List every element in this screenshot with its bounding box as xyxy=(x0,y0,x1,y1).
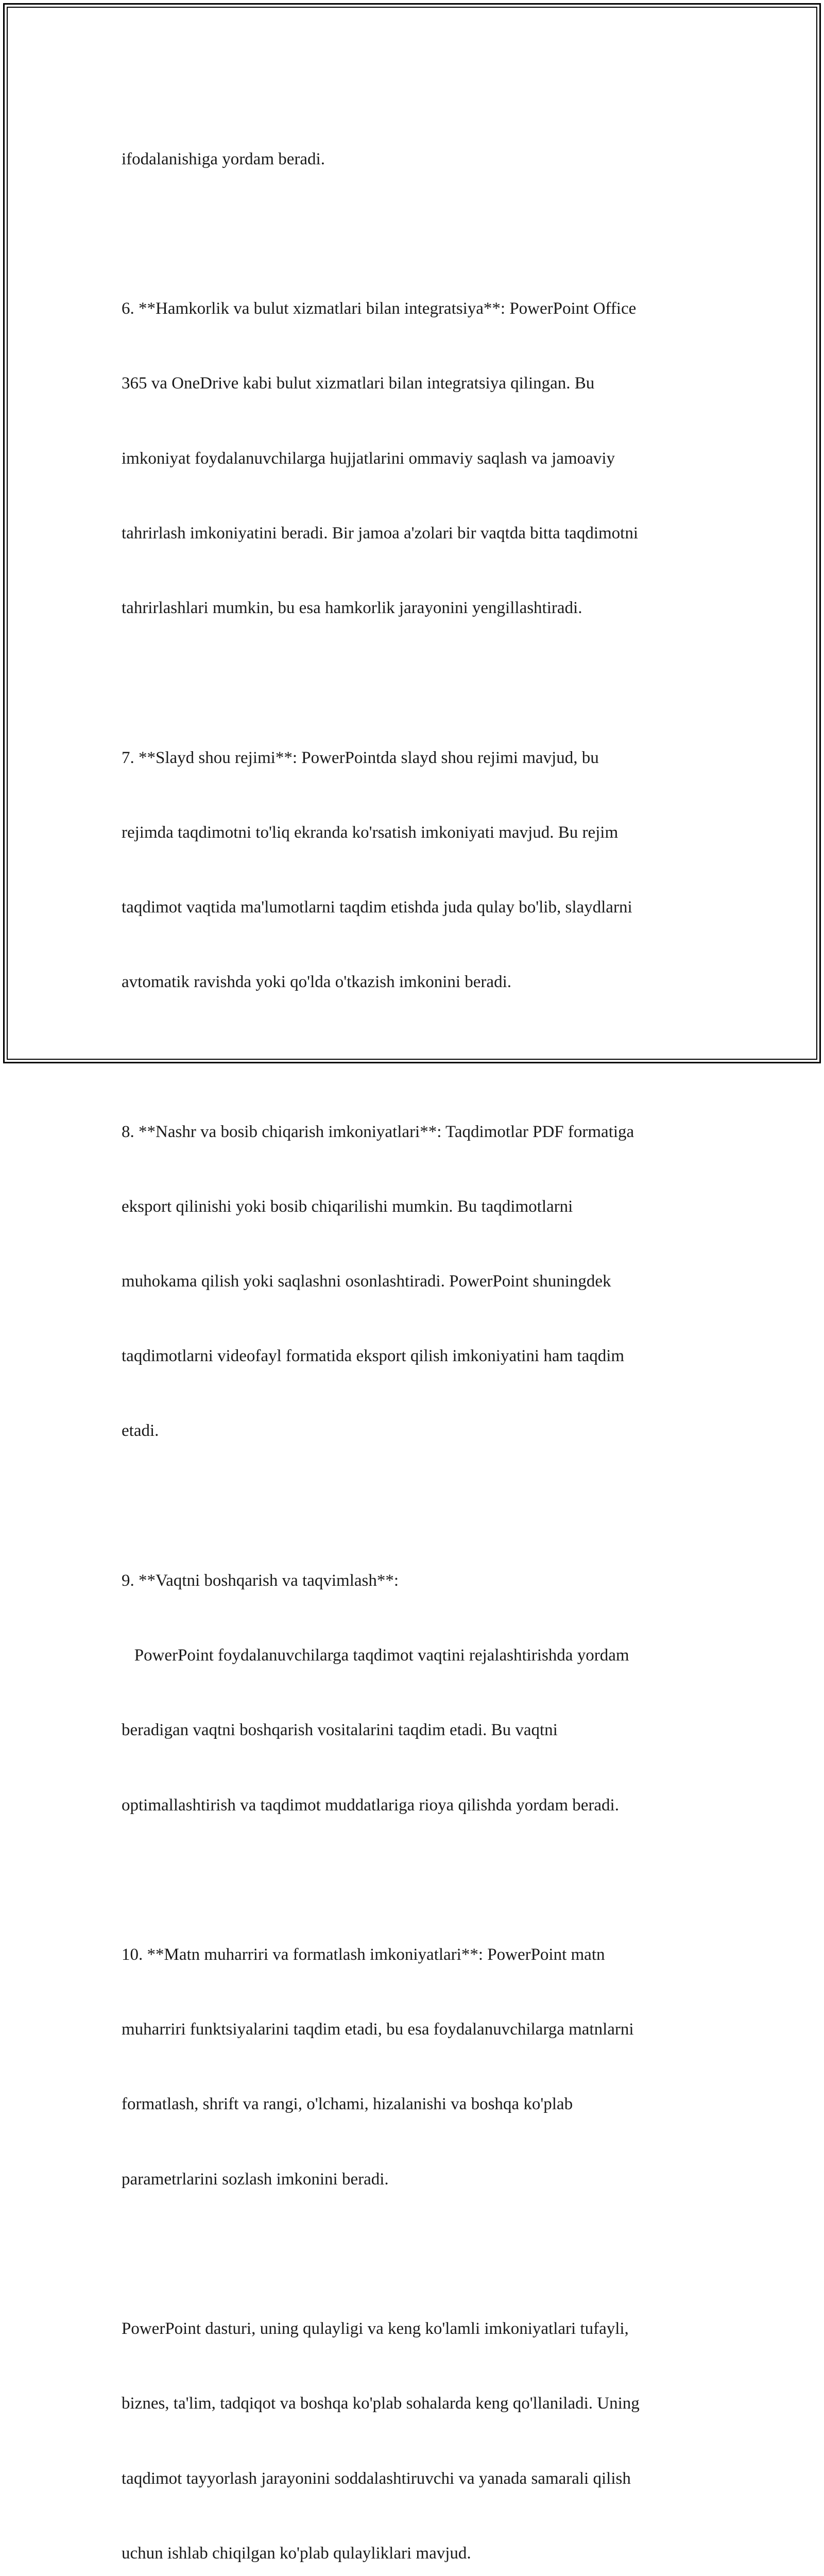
text-line: uchun ishlab chiqilgan ko'plab qulayliklari mavjud. xyxy=(122,2544,471,2563)
text-line: taqdimot vaqtida ma'lumotlarni taqdim etishda juda qulay bo'lib, slaydlarni xyxy=(122,897,632,917)
text-line: PowerPoint foydalanuvchilarga taqdimot vaqtini rejalashtirishda yordam xyxy=(122,1646,629,1665)
text-line: parametrlarini sozlash imkonini beradi. xyxy=(122,2170,389,2189)
paragraph-intro-fragment xyxy=(122,97,709,222)
text-line: taqdimotlarni videofayl formatida eksport qilish imkoniyatini ham taqdim xyxy=(122,1347,625,1366)
paragraph-item-7 xyxy=(122,696,709,1045)
text-line: eksport qilinishi yoki bosib chiqarilishi mumkin. Bu taqdimotlarni xyxy=(122,1197,573,1216)
paragraph-item-8 xyxy=(122,1070,709,1494)
text-line: 8. **Nashr va bosib chiqarish imkoniyatlari**: Taqdimotlar PDF formatiga xyxy=(122,1122,634,1141)
text-line: avtomatik ravishda yoki qo'lda o'tkazish imkonini beradi. xyxy=(122,973,511,992)
text-line: 9. **Vaqtni boshqarish va taqvimlash**: xyxy=(122,1571,399,1590)
text-line: taqdimot tayyorlash jarayonini soddalashtiruvchi va yanada samarali qilish xyxy=(122,2469,631,2488)
text-line: muhokama qilish yoki saqlashni osonlashtiradi. PowerPoint shuningdek xyxy=(122,1272,611,1291)
text-line: etadi. xyxy=(122,1421,159,1440)
text-line: muharriri funktsiyalarini taqdim etadi, bu esa foydalanuvchilarga matnlarni xyxy=(122,2020,634,2039)
text-line: biznes, ta'lim, tadqiqot va boshqa ko'plab sohalarda keng qo'llaniladi. Uning xyxy=(122,2394,640,2413)
text-line: beradigan vaqtni boshqarish vositalarini taqdim etadi. Bu vaqtni xyxy=(122,1721,558,1740)
text-line: 10. **Matn muharriri va formatlash imkoniyatlari**: PowerPoint matn xyxy=(122,1945,605,1964)
text-line: optimallashtirish va taqdimot muddatlariga rioya qilishda yordam beradi. xyxy=(122,1795,619,1815)
document-body xyxy=(122,97,709,2576)
paragraph-item-6 xyxy=(122,246,709,670)
text-line: PowerPoint dasturi, uning qulayligi va keng ko'lamli imkoniyatlari tufayli, xyxy=(122,2319,629,2338)
text-line: rejimda taqdimotni to'liq ekranda ko'rsatish imkoniyati mavjud. Bu rejim xyxy=(122,823,619,842)
paragraph-item-10 xyxy=(122,1892,709,2242)
text-line: ifodalanishiga yordam beradi. xyxy=(122,149,325,168)
text-line: 7. **Slayd shou rejimi**: PowerPointda slayd shou rejimi mavjud, bu xyxy=(122,748,599,767)
text-line: formatlash, shrift va rangi, o'lchami, hizalanishi va boshqa ko'plab xyxy=(122,2095,573,2114)
text-line: 6. **Hamkorlik va bulut xizmatlari bilan integratsiya**: PowerPoint Office xyxy=(122,299,637,318)
paragraph-item-9 xyxy=(122,1518,709,1868)
text-line: 365 va OneDrive kabi bulut xizmatlari bilan integratsiya qilingan. Bu xyxy=(122,374,595,393)
text-line: tahrirlash imkoniyatini beradi. Bir jamoa a'zolari bir vaqtda bitta taqdimotni xyxy=(122,523,639,543)
text-line: tahrirlashlari mumkin, bu esa hamkorlik jarayonini yengillashtiradi. xyxy=(122,599,582,618)
paragraph-conclusion xyxy=(122,2266,709,2576)
text-line: imkoniyat foydalanuvchilarga hujjatlarini ommaviy saqlash va jamoaviy xyxy=(122,449,615,468)
